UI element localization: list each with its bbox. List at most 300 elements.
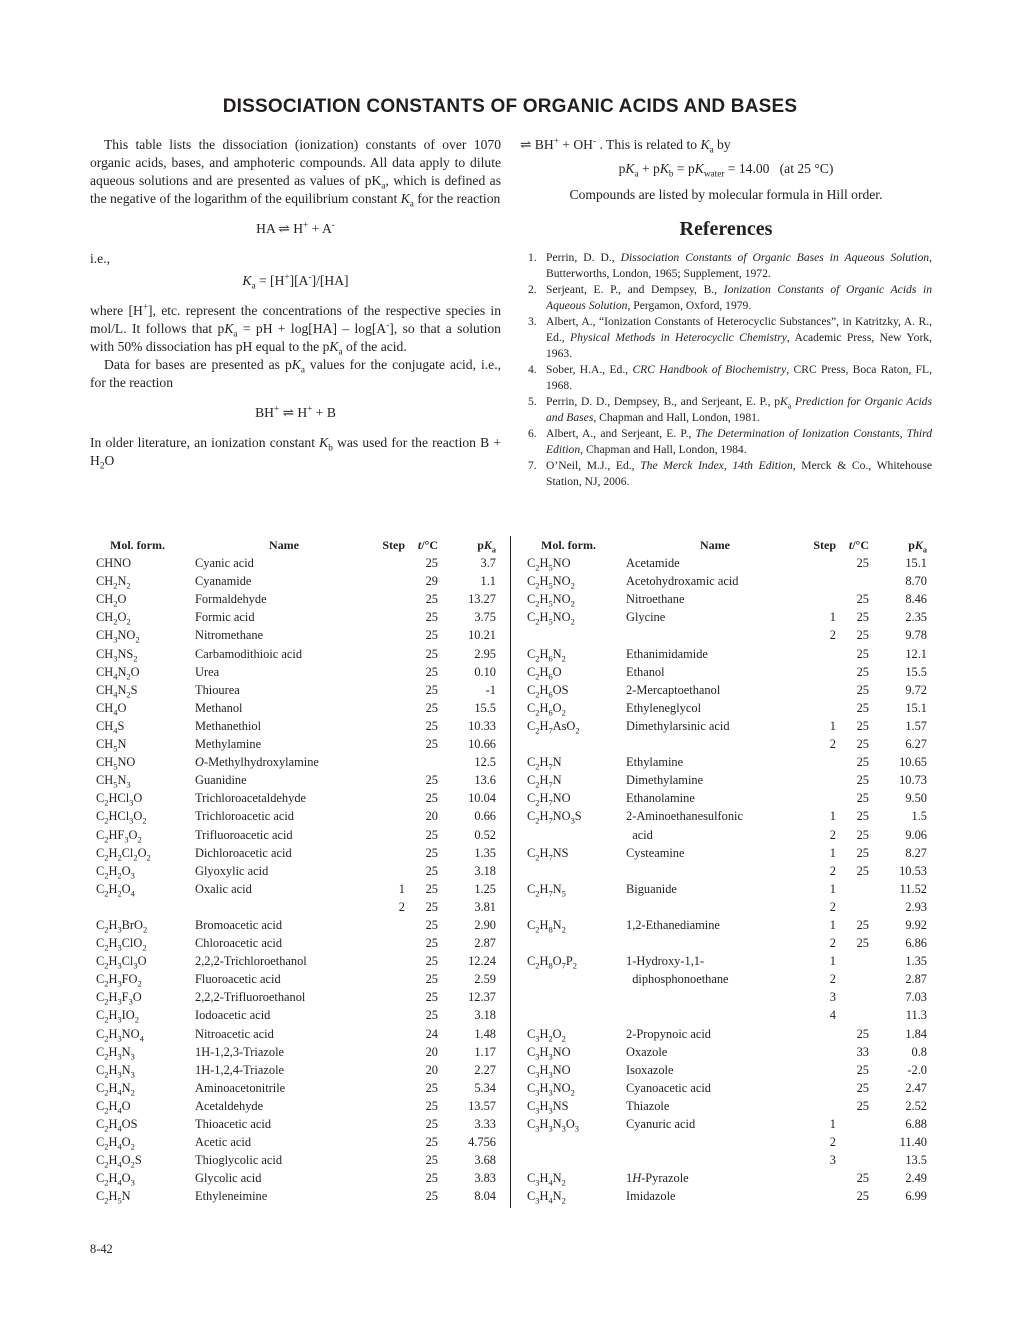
cell-temp: 25 bbox=[856, 755, 869, 770]
cell-formula: $C_2H_3IO_2$ bbox=[96, 1008, 139, 1025]
cell-formula: $CH_5NO$ bbox=[96, 755, 136, 772]
cell-pka: 4.756 bbox=[468, 1135, 496, 1150]
cell-name: Thiazole bbox=[626, 1098, 670, 1113]
table-row bbox=[521, 735, 932, 753]
cell-formula: $C_2H_2O_3$ bbox=[96, 863, 135, 881]
cell-step bbox=[804, 681, 836, 699]
cell-pka: 9.06 bbox=[905, 827, 927, 842]
table-row bbox=[521, 898, 932, 916]
cell-name: Glycine bbox=[626, 610, 666, 625]
header-name: Name bbox=[700, 538, 730, 552]
cell-formula: $C_2HCl_3O$ bbox=[96, 791, 143, 808]
cell-name: 2-Propynoic acid bbox=[626, 1026, 711, 1041]
cell-pka: 3.7 bbox=[480, 556, 496, 571]
cell-pka: 6.27 bbox=[905, 737, 927, 752]
cell-formula bbox=[521, 1151, 626, 1169]
cell-formula: $C_2H_3BrO_2$ bbox=[96, 917, 148, 935]
table-row bbox=[90, 771, 500, 789]
cell-step bbox=[804, 663, 836, 681]
cell-step bbox=[804, 1025, 836, 1043]
cell-step: 3 bbox=[829, 1153, 836, 1168]
cell-formula: $CH_3NO_2$ bbox=[96, 628, 140, 645]
table-row bbox=[90, 898, 500, 916]
cell-name: diphosphonoethane bbox=[626, 972, 729, 987]
cell-formula bbox=[521, 934, 626, 952]
intro-paragraph-2: where [H+], etc. represent the concentrations of the respective species in mol/L. It follows that $pK_a$ = pH + log[HA] – log[A-], so that a solution with 50% dissociation has pH equal to the $pK_a$ of the acid. bbox=[90, 301, 501, 357]
table-row bbox=[521, 1187, 932, 1205]
cell-temp: 25 bbox=[425, 737, 438, 752]
reference-item: 1. Perrin, D. D., Dissociation Constants of Organic Bases in Aqueous Solution, Butterworths, London, 1965; Supplement, 1972. bbox=[528, 251, 933, 280]
cell-temp: 25 bbox=[856, 1062, 869, 1077]
cell-pka: 11.3 bbox=[905, 1008, 927, 1023]
reference-item: 4. Sober, H.A., Ed., CRC Handbook of Biochemistry, CRC Press, Boca Raton, FL, 1968. bbox=[528, 363, 933, 392]
cell-name: Trichloroacetaldehyde bbox=[195, 791, 307, 806]
cell-step: 1 bbox=[829, 917, 836, 932]
cell-name: Formic acid bbox=[195, 610, 255, 625]
cell-pka: 1.17 bbox=[474, 1044, 496, 1059]
cell-step: 3 bbox=[829, 990, 836, 1005]
cell-step: 1 bbox=[398, 881, 405, 896]
cell-formula: $C_2H_6N_2$ bbox=[527, 646, 566, 664]
cell-step: 2 bbox=[829, 863, 836, 878]
intro-paragraph-3: Data for bases are presented as $pK_a$ values for the conjugate acid, i.e., for the reaction bbox=[90, 357, 501, 390]
cell-name: Nitroacetic acid bbox=[195, 1026, 274, 1041]
ie-label: i.e., bbox=[90, 251, 111, 266]
cell-step bbox=[804, 1097, 836, 1115]
cell-step bbox=[804, 572, 836, 590]
cell-formula: $C_2H_5NO_2$ bbox=[527, 574, 575, 591]
intro-paragraph-4: In older literature, an ionization constant $K_b$ was used for the reaction $B + H_2O$ bbox=[90, 435, 501, 471]
cell-name: Methylamine bbox=[195, 737, 262, 752]
cell-pka: 0.66 bbox=[474, 809, 496, 824]
table-row bbox=[90, 1097, 500, 1115]
table-row bbox=[90, 626, 500, 644]
cell-temp: 25 bbox=[425, 845, 438, 860]
reference-item: 6. Albert, A., and Serjeant, E. P., The Determination of Ionization Constants, Third Edition, Chapman and Hall, London, 1984. bbox=[528, 427, 933, 456]
cell-step: 1 bbox=[829, 809, 836, 824]
table-row bbox=[90, 934, 500, 952]
cell-pka: 2.52 bbox=[905, 1098, 927, 1113]
cell-pka: 13.5 bbox=[905, 1153, 927, 1168]
table-row bbox=[90, 554, 500, 572]
table-row bbox=[90, 590, 500, 608]
table-row bbox=[521, 753, 932, 771]
cell-step bbox=[804, 789, 836, 807]
cell-formula: $C_2H_8O_7P_2$ bbox=[527, 954, 577, 971]
cell-pka: 3.18 bbox=[474, 1008, 496, 1023]
cell-pka: 12.24 bbox=[468, 954, 496, 969]
cell-formula bbox=[521, 1133, 626, 1151]
cell-pka: 13.6 bbox=[474, 773, 496, 788]
cell-step bbox=[373, 807, 405, 825]
cell-formula: $C_2H_8N_2$ bbox=[527, 917, 566, 935]
cell-step bbox=[373, 1006, 405, 1024]
intro-left-column bbox=[90, 136, 501, 470]
table-row bbox=[90, 952, 500, 970]
cell-pka: 10.53 bbox=[899, 863, 927, 878]
cell-name: Dichloroacetic acid bbox=[195, 845, 292, 860]
cell-temp: 25 bbox=[856, 773, 869, 788]
cell-temp: 25 bbox=[425, 773, 438, 788]
cell-formula: $C_2H_5NO_2$ bbox=[527, 592, 575, 609]
cell-formula: $C_2H_4N_2$ bbox=[96, 1080, 135, 1098]
cell-name: Glyoxylic acid bbox=[195, 863, 269, 878]
table-row bbox=[521, 1025, 932, 1043]
table-row bbox=[521, 1061, 932, 1079]
cell-name: Aminoacetonitrile bbox=[195, 1080, 286, 1095]
cell-temp: 25 bbox=[425, 1171, 438, 1186]
table-row bbox=[521, 1151, 932, 1169]
table-row bbox=[521, 608, 932, 626]
table-row bbox=[521, 916, 932, 934]
cell-step bbox=[373, 645, 405, 663]
cell-name: Bromoacetic acid bbox=[195, 917, 283, 932]
cell-formula: $C_2H_5NO_2$ bbox=[527, 610, 575, 627]
cell-step bbox=[804, 1061, 836, 1079]
cell-pka: 9.92 bbox=[905, 917, 927, 932]
cell-temp: 25 bbox=[425, 1098, 438, 1113]
cell-pka: 15.1 bbox=[905, 700, 927, 715]
cell-name: 1H-Pyrazole bbox=[626, 1171, 689, 1186]
cell-pka: 2.90 bbox=[474, 917, 496, 932]
table-row bbox=[521, 988, 932, 1006]
cell-pka: 1.5 bbox=[911, 809, 927, 824]
cell-step: 2 bbox=[829, 1135, 836, 1150]
table-row bbox=[90, 1025, 500, 1043]
cell-formula: $CH_3NS_2$ bbox=[96, 646, 138, 664]
cell-temp bbox=[836, 970, 869, 988]
cell-pka: 15.5 bbox=[905, 664, 927, 679]
cell-temp: 25 bbox=[425, 610, 438, 625]
cell-name: Acetic acid bbox=[195, 1135, 252, 1150]
reference-number: 6. bbox=[528, 427, 537, 440]
cell-formula: $C_2H_4O_2$ bbox=[96, 1135, 135, 1152]
reference-item: 3. Albert, A., “Ionization Constants of Heterocyclic Substances”, in Katritzky, A. R., Ed., Physical Methods in Heterocyclic Chemistry, Academic Press, New York, 1963. bbox=[528, 315, 932, 360]
cell-name: Ethanolamine bbox=[626, 791, 695, 806]
cell-temp: 25 bbox=[425, 863, 438, 878]
cell-formula: $CH_2O$ bbox=[96, 592, 127, 609]
cell-temp: 25 bbox=[425, 990, 438, 1005]
cell-name: Ethyleneglycol bbox=[626, 700, 702, 715]
intro-paragraph-1: This table lists the dissociation (ionization) constants of over 1070 organic acids, bases, and amphoteric compounds. All data apply to dilute aqueous solutions and are presented as values of $pK_a$, which is defined as the negative of the logarithm of the equilibrium constant $K_a$ for the reaction bbox=[90, 137, 501, 209]
cell-pka: -1 bbox=[485, 682, 496, 697]
cell-name: 1-Hydroxy-1,1- bbox=[626, 954, 705, 969]
cell-temp: 25 bbox=[425, 881, 438, 896]
cell-formula: $C_3H_4N_2$ bbox=[527, 1171, 566, 1188]
cell-temp: 25 bbox=[425, 917, 438, 932]
table-row bbox=[521, 1079, 932, 1097]
cell-formula: $CH_5N_3$ bbox=[96, 773, 131, 790]
cell-step bbox=[804, 1043, 836, 1061]
cell-name: Acetaldehyde bbox=[195, 1098, 264, 1113]
cell-pka: 3.68 bbox=[474, 1153, 496, 1168]
table-row bbox=[90, 1187, 500, 1205]
cell-formula: $C_2H_3Cl_3O$ bbox=[96, 954, 147, 971]
table-row bbox=[521, 645, 932, 663]
table-row bbox=[90, 1151, 500, 1169]
cell-step bbox=[373, 952, 405, 970]
cell-formula bbox=[521, 735, 626, 753]
cell-step bbox=[804, 1187, 836, 1205]
table-row bbox=[521, 554, 932, 572]
cell-step bbox=[373, 753, 405, 771]
equation-ka: $K_a = [H^+][A^-]/[HA]$ bbox=[242, 271, 349, 291]
references-list bbox=[520, 250, 932, 490]
cell-temp bbox=[836, 1133, 869, 1151]
cell-pka: 2.87 bbox=[905, 972, 927, 987]
cell-pka: 8.27 bbox=[905, 845, 927, 860]
cell-temp: 25 bbox=[856, 718, 869, 733]
table-row bbox=[90, 663, 500, 681]
cell-name: Acetohydroxamic acid bbox=[626, 574, 739, 589]
table-row bbox=[521, 590, 932, 608]
cell-temp: 25 bbox=[425, 1080, 438, 1095]
cell-step bbox=[373, 699, 405, 717]
cell-temp: 25 bbox=[425, 1153, 438, 1168]
cell-formula: $C_2HCl_3O_2$ bbox=[96, 809, 147, 826]
cell-temp: 25 bbox=[856, 1080, 869, 1095]
cell-step bbox=[373, 1115, 405, 1133]
cell-step bbox=[373, 1025, 405, 1043]
cell-step: 2 bbox=[829, 827, 836, 842]
cell-name: Trichloroacetic acid bbox=[195, 809, 294, 824]
cell-temp: 24 bbox=[425, 1026, 438, 1041]
cell-formula: $C_3H_4N_2$ bbox=[527, 1189, 566, 1206]
cell-name: 2-Aminoethanesulfonic bbox=[626, 809, 743, 824]
table-row bbox=[521, 1115, 932, 1133]
cell-pka: 7.03 bbox=[905, 990, 927, 1005]
cell-step bbox=[804, 699, 836, 717]
cell-name: Ethylamine bbox=[626, 755, 684, 770]
cell-step bbox=[373, 1061, 405, 1079]
cell-pka: 5.34 bbox=[474, 1080, 496, 1095]
table-row bbox=[90, 645, 500, 663]
cell-formula: $C_2H_2O_4$ bbox=[96, 881, 135, 899]
cell-name: 2-Mercaptoethanol bbox=[626, 682, 721, 697]
table-header bbox=[521, 536, 932, 554]
table-row bbox=[521, 681, 932, 699]
cell-name bbox=[626, 1133, 804, 1151]
reference-number: 2. bbox=[528, 283, 537, 296]
table-row bbox=[90, 699, 500, 717]
cell-name: Thioglycolic acid bbox=[195, 1153, 283, 1168]
cell-formula: $C_2H_7NO$ bbox=[527, 791, 571, 808]
cell-name: Dimethylarsinic acid bbox=[626, 718, 730, 733]
cell-name: Nitroethane bbox=[626, 592, 685, 607]
cell-name: Acetamide bbox=[626, 556, 680, 571]
cell-name bbox=[626, 898, 804, 916]
cell-temp: 25 bbox=[425, 592, 438, 607]
cell-temp: 25 bbox=[856, 646, 869, 661]
cell-pka: 8.70 bbox=[905, 574, 927, 589]
cell-pka: 6.88 bbox=[905, 1117, 927, 1131]
cell-pka: 1.35 bbox=[474, 845, 496, 860]
cell-step: 1 bbox=[829, 954, 836, 969]
cell-formula bbox=[521, 626, 626, 644]
cell-formula: $C_2H_3NO_4$ bbox=[96, 1026, 144, 1043]
cell-temp: 25 bbox=[856, 809, 869, 824]
cell-temp: 25 bbox=[856, 791, 869, 806]
header-formula: Mol. form. bbox=[541, 538, 596, 552]
cell-pka: 1.57 bbox=[905, 718, 927, 733]
cell-temp bbox=[836, 1115, 869, 1133]
cell-temp: 25 bbox=[856, 1026, 869, 1041]
cell-name: Oxazole bbox=[626, 1044, 668, 1059]
cell-formula: $CH_4O$ bbox=[96, 700, 127, 718]
cell-name: Cysteamine bbox=[626, 845, 685, 860]
cell-name: Glycolic acid bbox=[195, 1171, 262, 1186]
table-left bbox=[90, 536, 500, 1205]
cell-temp: 25 bbox=[856, 592, 869, 607]
cell-formula bbox=[521, 862, 626, 880]
cell-step bbox=[373, 1079, 405, 1097]
table-row bbox=[521, 1043, 932, 1061]
cell-step: 1 bbox=[829, 845, 836, 860]
cell-temp bbox=[836, 1151, 869, 1169]
cell-formula: $CH_4S$ bbox=[96, 718, 125, 736]
table-row bbox=[521, 862, 932, 880]
cell-pka: -2.0 bbox=[907, 1062, 927, 1077]
table-row bbox=[521, 844, 932, 862]
cell-step bbox=[373, 1151, 405, 1169]
cell-temp: 25 bbox=[856, 1098, 869, 1113]
cell-temp: 25 bbox=[856, 664, 869, 679]
cell-pka: 8.04 bbox=[474, 1189, 496, 1204]
cell-temp: 20 bbox=[425, 809, 438, 824]
table-row bbox=[90, 1115, 500, 1133]
cell-formula bbox=[521, 898, 626, 916]
table-row bbox=[521, 1169, 932, 1187]
cell-pka: 1.48 bbox=[474, 1026, 496, 1041]
table-row bbox=[90, 572, 500, 590]
cell-pka: 2.47 bbox=[905, 1080, 927, 1095]
cell-pka: 13.27 bbox=[468, 592, 496, 607]
equation-pkw: $pK_a + pK_b = pK_{water} = 14.00$ (at 25 °C) bbox=[618, 161, 834, 179]
cell-step bbox=[373, 844, 405, 862]
cell-formula: $C_2H_7N$ bbox=[527, 773, 562, 790]
column-divider bbox=[510, 536, 511, 1208]
table-row bbox=[90, 681, 500, 699]
table-right bbox=[521, 536, 932, 1205]
cell-step: 2 bbox=[829, 936, 836, 951]
cell-name: Cyanoacetic acid bbox=[626, 1080, 711, 1095]
cell-formula: $C_2H_2Cl_2O_2$ bbox=[96, 845, 151, 863]
cell-temp: 25 bbox=[425, 718, 438, 733]
cell-temp: 29 bbox=[425, 574, 438, 589]
cell-name bbox=[626, 862, 804, 880]
cell-formula: $C_3H_2O_2$ bbox=[527, 1026, 566, 1043]
cell-name: Formaldehyde bbox=[195, 592, 267, 607]
cell-name: Fluoroacetic acid bbox=[195, 972, 281, 987]
cell-formula: $C_2H_3N_3$ bbox=[96, 1044, 135, 1062]
table-row bbox=[90, 862, 500, 880]
table-header bbox=[90, 536, 500, 554]
cell-temp: 25 bbox=[856, 863, 869, 878]
header-temp: t/°C bbox=[417, 538, 438, 552]
cell-pka: 1.1 bbox=[480, 574, 496, 589]
cell-pka: 2.49 bbox=[905, 1171, 927, 1186]
cell-pka: 10.04 bbox=[468, 791, 496, 806]
cell-temp: 25 bbox=[856, 700, 869, 715]
cell-temp: 25 bbox=[425, 791, 438, 806]
cell-name: O-Methylhydroxylamine bbox=[195, 755, 319, 770]
references-heading: References bbox=[679, 218, 773, 240]
table-row bbox=[90, 608, 500, 626]
cell-pka: 12.1 bbox=[905, 646, 927, 661]
header-step: Step bbox=[813, 538, 836, 552]
cell-name: Biguanide bbox=[626, 881, 677, 896]
header-step: Step bbox=[382, 538, 405, 552]
cell-pka: 2.59 bbox=[474, 972, 496, 987]
cell-name bbox=[626, 1151, 804, 1169]
table-row bbox=[90, 1061, 500, 1079]
cell-name: Imidazole bbox=[626, 1189, 676, 1204]
cell-temp: 25 bbox=[425, 646, 438, 661]
reference-number: 5. bbox=[528, 395, 537, 408]
cell-step bbox=[804, 1169, 836, 1187]
cell-name: Cyanuric acid bbox=[626, 1117, 696, 1131]
cell-step bbox=[804, 645, 836, 663]
table-row bbox=[521, 934, 932, 952]
cell-pka: 6.99 bbox=[905, 1189, 927, 1204]
cell-step bbox=[373, 608, 405, 626]
cell-temp: 25 bbox=[425, 556, 438, 571]
cell-name: Isoxazole bbox=[626, 1062, 674, 1077]
cell-step: 2 bbox=[398, 899, 405, 914]
table-row bbox=[90, 753, 500, 771]
table-row bbox=[521, 880, 932, 898]
cell-formula: $CH_2N_2$ bbox=[96, 574, 131, 591]
cell-pka: 3.81 bbox=[474, 899, 496, 914]
cell-pka: 8.46 bbox=[905, 592, 927, 607]
cell-temp bbox=[836, 880, 869, 898]
cell-temp bbox=[405, 753, 438, 771]
cell-formula: $C_2H_4O_2S$ bbox=[96, 1153, 142, 1170]
cell-formula: $C_2H_7NS$ bbox=[527, 845, 569, 863]
cell-formula: $C_3H_3N_3O_3$ bbox=[527, 1117, 579, 1134]
table-row bbox=[90, 844, 500, 862]
cell-step bbox=[373, 916, 405, 934]
cell-pka: 13.57 bbox=[468, 1098, 496, 1113]
cell-formula: $C_2H_7N$ bbox=[527, 755, 562, 772]
cell-name: Chloroacetic acid bbox=[195, 936, 283, 951]
cell-formula: $C_3H_3NO_2$ bbox=[527, 1080, 575, 1098]
cell-formula: $C_2H_6OS$ bbox=[527, 682, 569, 700]
cell-name: Trifluoroacetic acid bbox=[195, 827, 293, 842]
cell-name: 2,2,2-Trichloroethanol bbox=[195, 954, 307, 969]
cell-formula bbox=[521, 1006, 626, 1024]
cell-pka: 6.86 bbox=[905, 936, 927, 951]
header-formula: Mol. form. bbox=[110, 538, 165, 552]
cell-pka: 1.25 bbox=[474, 881, 496, 896]
reference-number: 1. bbox=[528, 251, 537, 264]
cell-step bbox=[373, 735, 405, 753]
cell-step bbox=[373, 572, 405, 590]
cell-temp: 25 bbox=[425, 1135, 438, 1150]
cell-name: Guanidine bbox=[195, 773, 247, 788]
cell-temp: 20 bbox=[425, 1044, 438, 1059]
table-row bbox=[90, 826, 500, 844]
cell-pka: 2.87 bbox=[474, 936, 496, 951]
table-row bbox=[90, 988, 500, 1006]
cell-step: 1 bbox=[829, 610, 836, 625]
cell-temp: 25 bbox=[856, 682, 869, 697]
cell-name: Thioacetic acid bbox=[195, 1117, 272, 1131]
cell-name: Methanol bbox=[195, 700, 243, 715]
cell-step bbox=[373, 717, 405, 735]
cell-step bbox=[804, 554, 836, 572]
table-row bbox=[90, 970, 500, 988]
